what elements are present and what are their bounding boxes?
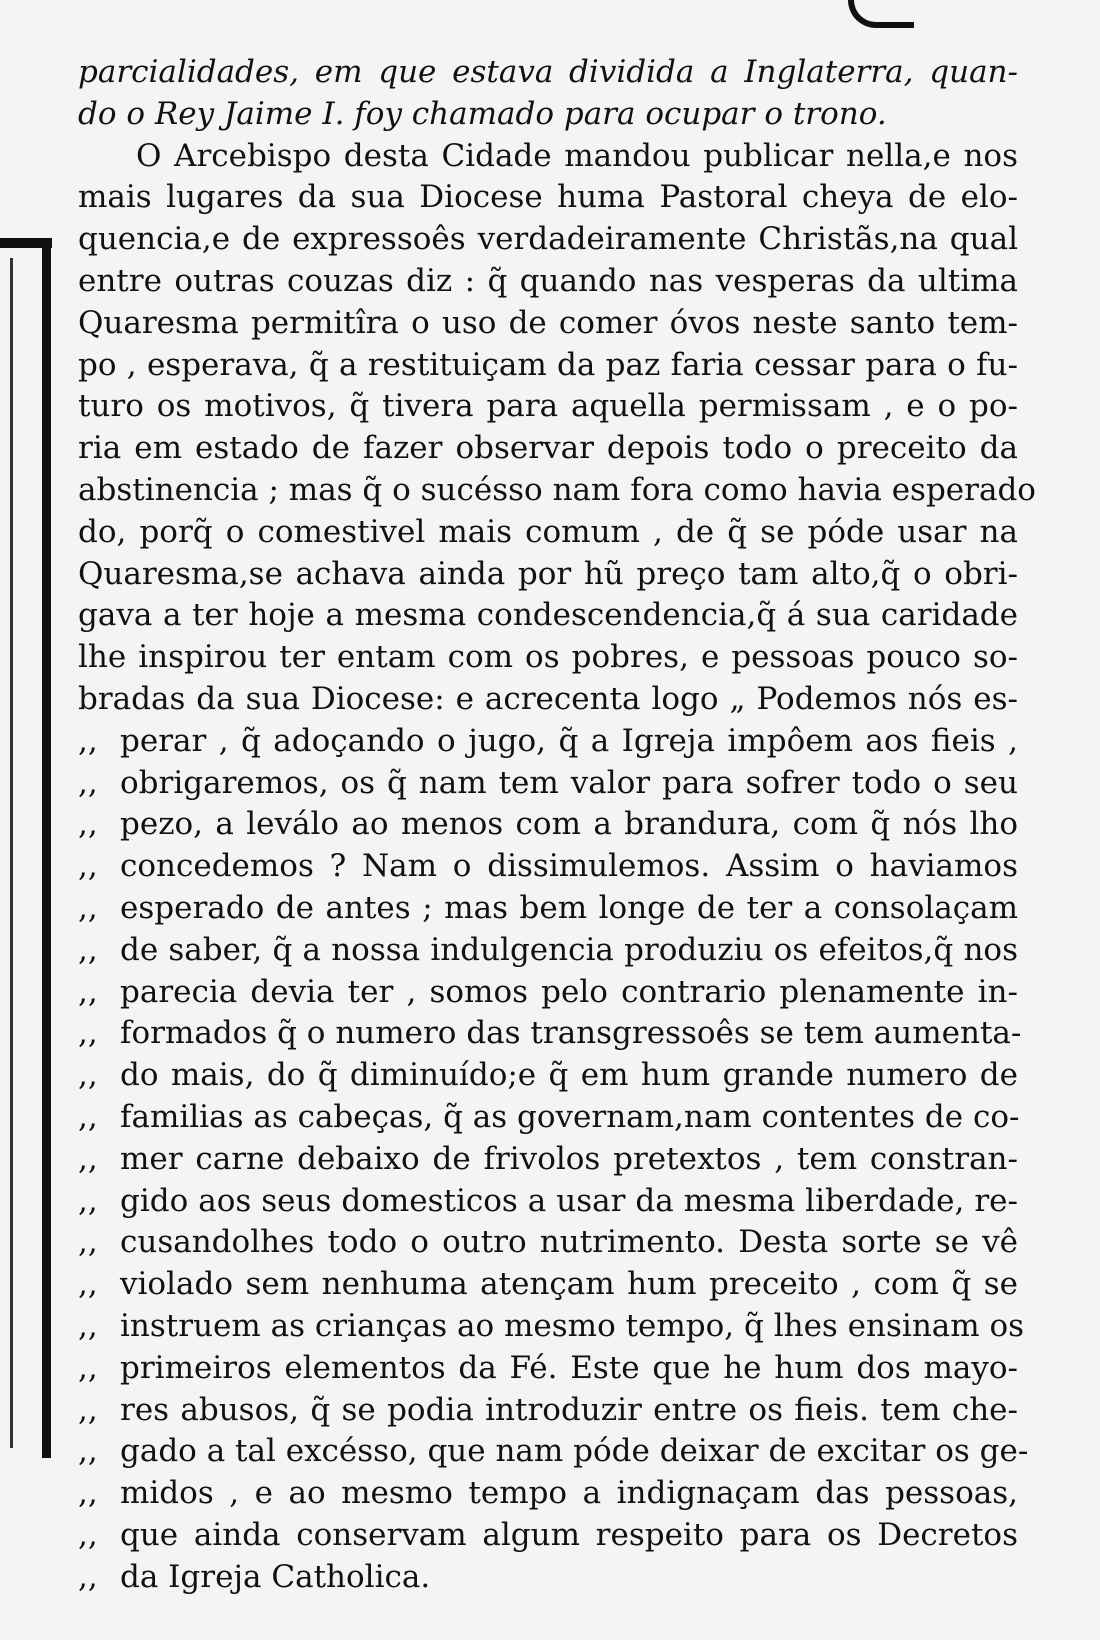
quoted-line xyxy=(78,763,1018,805)
quote-mark: ,, xyxy=(78,1558,98,1595)
body-text xyxy=(78,52,1036,1598)
text-line-content: pezo, a leválo ao menos com a brandura, com q̃ nós lho xyxy=(120,806,1018,843)
quoted-line xyxy=(78,1055,1018,1097)
text-line-content: que ainda conservam algum respeito para os Decretos xyxy=(120,1516,1018,1553)
quote-mark: ,, xyxy=(78,1140,98,1177)
text-line-content: parecia devia ter , somos pelo contrario plenamente in- xyxy=(120,973,1018,1010)
quote-mark: ,, xyxy=(78,848,98,885)
quote-mark: ,, xyxy=(78,1433,98,1470)
quote-mark: ,, xyxy=(78,1015,98,1052)
text-line-content: do mais, do q̃ diminuído;e q̃ em hum grande numero de xyxy=(120,1057,1018,1094)
quoted-line xyxy=(78,1013,1022,1055)
quoted-line xyxy=(78,1222,1018,1264)
quote-mark: ,, xyxy=(78,1349,98,1386)
text-line-content: perar , q̃ adoçando o jugo, q̃ a Igreja impôem aos fieis , xyxy=(120,722,1018,759)
text-line: gava a ter hoje a mesma condescendencia,q̃ á sua caridade xyxy=(78,597,1018,634)
quoted-line xyxy=(78,930,1018,972)
quoted-line xyxy=(78,888,1018,930)
text-line: lhe inspirou ter entam com os pobres, e pessoas pouco so- xyxy=(78,639,1018,676)
text-line-content: familias as cabeças, q̃ as governam,nam contentes de co- xyxy=(120,1098,1020,1135)
corner-ink-mark xyxy=(848,0,914,28)
quote-mark: ,, xyxy=(78,764,98,801)
quote-mark: ,, xyxy=(78,1057,98,1094)
text-line-content: midos , e ao mesmo tempo a indignaçam das pessoas, xyxy=(120,1475,1018,1512)
quoted-line xyxy=(78,972,1018,1014)
quoted-line xyxy=(78,1097,1018,1139)
text-line: quencia,e de expressoês verdadeiramente Christãs,na qual xyxy=(78,221,1018,258)
text-line: parcialidades, em que estava dividida a Inglaterra, quan- xyxy=(78,54,1018,90)
text-line-content: mer carne debaixo de frivolos pretextos , tem constran- xyxy=(120,1140,1018,1177)
text-line-content: esperado de antes ; mas bem longe de ter a consolaçam xyxy=(120,889,1018,926)
text-line-content: concedemos ? Nam o dissimulemos. Assim o haviamos xyxy=(120,848,1018,885)
text-line: mais lugares da sua Diocese huma Pastoral cheya de elo- xyxy=(78,179,1018,216)
text-line: do o Rey Jaime I. foy chamado para ocupar o trono. xyxy=(78,95,887,132)
text-line: abstinencia ; mas q̃ o sucésso nam fora como havia esperado xyxy=(78,471,1036,508)
text-line-content: primeiros elementos da Fé. Este que he hum dos mayo- xyxy=(120,1349,1018,1386)
quote-mark: ,, xyxy=(78,1307,98,1344)
quote-mark: ,, xyxy=(78,1098,98,1135)
text-line-content: instruem as crianças ao mesmo tempo, q̃ lhes ensinam os xyxy=(120,1307,1025,1344)
quoted-line xyxy=(78,1348,1018,1390)
quoted-line xyxy=(78,1139,1018,1181)
quote-mark: ,, xyxy=(78,1182,98,1219)
text-line-content: da Igreja Catholica. xyxy=(120,1558,431,1595)
quote-mark: ,, xyxy=(78,889,98,926)
quote-mark: ,, xyxy=(78,1266,98,1303)
quoted-line xyxy=(78,1431,1029,1473)
text-line-content: res abusos, q̃ se podia introduzir entre os fieis. tem che- xyxy=(120,1391,1018,1428)
text-line: po , esperava, q̃ a restituiçam da paz faria cessar para o fu- xyxy=(78,346,1018,383)
quote-mark: ,, xyxy=(78,1224,98,1261)
quoted-line xyxy=(78,804,1018,846)
text-line: bradas da sua Diocese: e acrecenta logo „ Podemos nós es- xyxy=(78,680,1018,717)
quoted-line xyxy=(78,1473,1018,1515)
quoted-line xyxy=(78,846,1018,888)
text-line-content: O Arcebispo desta Cidade mandou publicar nella,e nos xyxy=(136,137,1018,174)
quote-mark: ,, xyxy=(78,1475,98,1512)
text-line: turo os motivos, q̃ tivera para aquella permissam , e o po- xyxy=(78,388,1018,425)
quoted-line xyxy=(78,721,1018,763)
quoted-line xyxy=(78,1515,1018,1557)
quoted-line xyxy=(78,1181,1018,1223)
text-line-content: formados q̃ o numero das transgressoês se tem aumenta- xyxy=(120,1015,1022,1052)
text-line: Quaresma permitîra o uso de comer óvos neste santo tem- xyxy=(78,304,1018,341)
quoted-line xyxy=(78,1306,1025,1348)
quote-mark: ,, xyxy=(78,1391,98,1428)
binding-edge-mark xyxy=(0,238,60,1458)
text-line-content: de saber, q̃ a nossa indulgencia produziu os efeitos,q̃ nos xyxy=(120,931,1018,968)
text-line: Quaresma,se achava ainda por hũ preço tam alto,q̃ o obri- xyxy=(78,555,1018,592)
text-line-content: gido aos seus domesticos a usar da mesma liberdade, re- xyxy=(120,1182,1018,1219)
quoted-line xyxy=(78,1390,1018,1432)
text-line: entre outras couzas diz : q̃ quando nas vesperas da ultima xyxy=(78,262,1018,299)
text-line-content: cusandolhes todo o outro nutrimento. Desta sorte se vê xyxy=(120,1224,1018,1261)
text-line-content: obrigaremos, os q̃ nam tem valor para sofrer todo o seu xyxy=(120,764,1018,801)
text-line xyxy=(78,136,1018,178)
quote-mark: ,, xyxy=(78,931,98,968)
quoted-line xyxy=(78,1557,1018,1599)
text-line: ria em estado de fazer observar depois todo o preceito da xyxy=(78,430,1018,467)
text-line-content: violado sem nenhuma atençam hum preceito , com q̃ se xyxy=(120,1266,1018,1303)
quote-mark: ,, xyxy=(78,806,98,843)
text-line-content: gado a tal excésso, que nam póde deixar de excitar os ge- xyxy=(120,1433,1029,1470)
quoted-line xyxy=(78,1264,1018,1306)
quote-mark: ,, xyxy=(78,722,98,759)
quote-mark: ,, xyxy=(78,1516,98,1553)
text-line: do, porq̃ o comestivel mais comum , de q̃ se póde usar na xyxy=(78,513,1018,550)
quote-mark: ,, xyxy=(78,973,98,1010)
